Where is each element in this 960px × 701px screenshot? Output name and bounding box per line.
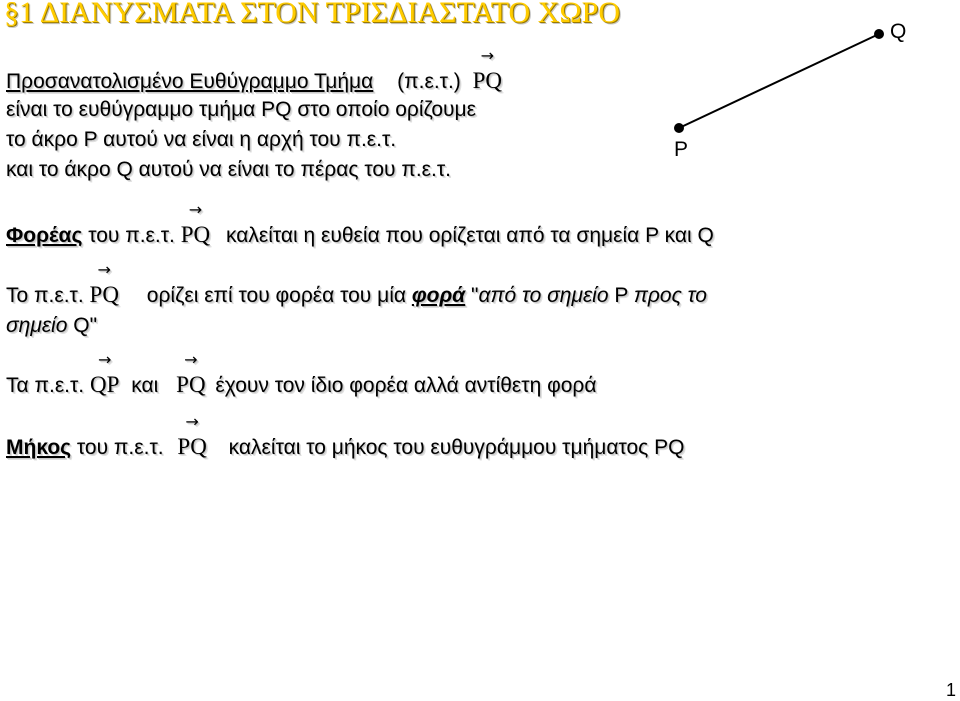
def4-prefix: Τα π.ε.τ. xyxy=(6,374,85,397)
def2-vector: → PQ xyxy=(180,200,211,247)
page-title: §1 ΔΙΑΝΥΣΜΑΤΑ ΣΤΟΝ ΤΡΙΣΔΙΑΣΤΑΤΟ ΧΩΡΟ xyxy=(4,0,621,29)
def2-rest: καλείται η ευθεία που ορίζεται από τα σημεία P και Q xyxy=(225,224,714,247)
vector-arrow-icon: → xyxy=(97,260,111,279)
def3-prefix: Το π.ε.τ. xyxy=(6,284,84,307)
vector-arrow-icon: → xyxy=(480,46,495,65)
def3-line2 xyxy=(6,314,97,338)
def1-vector: → PQ xyxy=(472,46,503,93)
def3-term: φορά xyxy=(411,284,466,307)
def3-mid: P xyxy=(608,284,634,307)
def5-term: Μήκος xyxy=(6,436,72,459)
def3-end: Q" xyxy=(67,314,98,337)
label-q: Q xyxy=(890,20,907,43)
def1-abbr: (π.ε.τ.) xyxy=(397,70,461,93)
def2-prefix: του π.ε.τ. xyxy=(82,224,175,247)
def3-vector: → PQ xyxy=(89,260,119,307)
label-p: P xyxy=(674,138,689,161)
vector-arrow-icon: → xyxy=(185,412,199,431)
def5-prefix: του π.ε.τ. xyxy=(71,436,164,459)
def1-line2: είναι το ευθύγραμμο τμήμα PQ στο οποίο ορίζουμε xyxy=(6,98,476,121)
page-number: 1 xyxy=(946,680,957,700)
point-p xyxy=(674,123,684,133)
point-q xyxy=(874,29,884,39)
segment-line xyxy=(679,34,879,128)
def3-quote: " xyxy=(465,284,479,307)
segment-diagram xyxy=(660,18,890,138)
def3-text1: ορίζει επί του φορέα του μία xyxy=(146,284,412,307)
def5-line xyxy=(6,412,685,460)
def1-term: Προσανατολισμένο Ευθύγραμμο Τμήμα xyxy=(6,70,374,93)
def1-line3: το άκρο P αυτού να είναι η αρχή του π.ε.τ. xyxy=(6,128,397,151)
def5-rest: καλείται το μήκος του ευθυγράμμου τμήματος PQ xyxy=(228,436,685,459)
def5-vector: → PQ xyxy=(177,412,207,459)
def4-line xyxy=(6,350,597,398)
def4-rest: έχουν τον ίδιο φορέα αλλά αντίθετη φορά xyxy=(215,374,597,397)
def2-line xyxy=(6,200,714,248)
def2-term: Φορέας xyxy=(6,224,83,247)
def4-vector-pq: → PQ xyxy=(176,350,206,397)
def1-line1 xyxy=(6,46,503,94)
def3-italic1: από το σημείο xyxy=(478,284,609,307)
def3-line1 xyxy=(6,260,707,308)
vector-arrow-icon: → xyxy=(184,350,198,369)
def4-vector-qp: → QP xyxy=(90,350,120,397)
def3-italic3: σημείο xyxy=(6,314,68,337)
def3-italic2: προς το xyxy=(633,284,707,307)
def1-line4: και το άκρο Q αυτού να είναι το πέρας του π.ε.τ. xyxy=(6,158,451,181)
vector-arrow-icon: → xyxy=(98,350,112,369)
vector-arrow-icon: → xyxy=(188,200,203,219)
def4-and: και xyxy=(131,374,159,397)
